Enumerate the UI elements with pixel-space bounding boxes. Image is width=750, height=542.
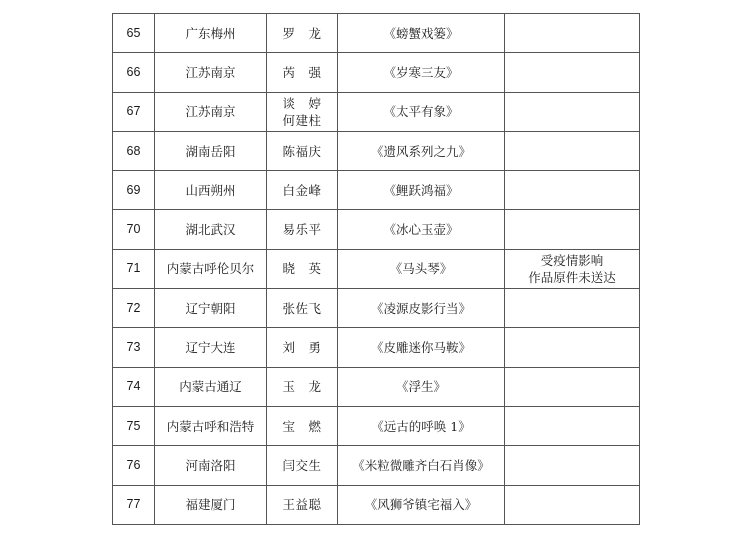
work-title-cell: 《鲤跃鸿福》 xyxy=(338,171,505,210)
author-cell xyxy=(267,289,338,328)
author-name: 芮 强 xyxy=(282,64,322,80)
author-name: 罗 龙 xyxy=(282,25,322,41)
row-number-cell: 65 xyxy=(113,14,155,53)
author-name: 易乐平 xyxy=(282,222,322,238)
region-cell: 内蒙古呼和浩特 xyxy=(155,406,267,445)
row-number-cell: 73 xyxy=(113,328,155,367)
author-cell xyxy=(267,249,338,288)
work-title-cell: 《遗风系列之九》 xyxy=(338,131,505,170)
author-cell xyxy=(267,92,338,131)
author-name: 白金峰 xyxy=(282,182,322,198)
row-number-cell: 75 xyxy=(113,406,155,445)
row-number-cell: 76 xyxy=(113,446,155,485)
region-cell: 辽宁朝阳 xyxy=(155,289,267,328)
work-title-cell: 《远古的呼唤 1》 xyxy=(338,406,505,445)
work-title-cell: 《凌源皮影行当》 xyxy=(338,289,505,328)
work-title-cell: 《马头琴》 xyxy=(338,249,505,288)
table-row xyxy=(113,171,640,210)
work-title-cell: 《米粒微雕齐白石肖像》 xyxy=(338,446,505,485)
region-cell: 山西朔州 xyxy=(155,171,267,210)
note-cell xyxy=(505,367,640,406)
author-name: 何建柱 xyxy=(282,112,322,128)
author-cell xyxy=(267,14,338,53)
table-row xyxy=(113,406,640,445)
author-cell xyxy=(267,367,338,406)
region-cell: 湖南岳阳 xyxy=(155,131,267,170)
work-title-cell: 《太平有象》 xyxy=(338,92,505,131)
row-number-cell: 72 xyxy=(113,289,155,328)
row-number-cell: 71 xyxy=(113,249,155,288)
table-row xyxy=(113,446,640,485)
row-number-cell: 77 xyxy=(113,485,155,524)
region-cell: 福建厦门 xyxy=(155,485,267,524)
author-name: 陈福庆 xyxy=(282,143,322,159)
region-cell: 内蒙古呼伦贝尔 xyxy=(155,249,267,288)
note-cell xyxy=(505,131,640,170)
note-cell xyxy=(505,249,640,288)
work-title-cell: 《皮雕迷你马鞍》 xyxy=(338,328,505,367)
author-cell xyxy=(267,485,338,524)
author-cell xyxy=(267,131,338,170)
work-title-cell: 《螃蟹戏篓》 xyxy=(338,14,505,53)
author-cell xyxy=(267,328,338,367)
row-number-cell: 68 xyxy=(113,131,155,170)
table-row xyxy=(113,131,640,170)
work-title-cell: 《风狮爷镇宅福入》 xyxy=(338,485,505,524)
region-cell: 江苏南京 xyxy=(155,92,267,131)
table-row xyxy=(113,14,640,53)
region-cell: 辽宁大连 xyxy=(155,328,267,367)
row-number-cell: 74 xyxy=(113,367,155,406)
row-number-cell: 70 xyxy=(113,210,155,249)
region-cell: 内蒙古通辽 xyxy=(155,367,267,406)
work-title-cell: 《岁寒三友》 xyxy=(338,53,505,92)
table-row xyxy=(113,92,640,131)
region-cell: 湖北武汉 xyxy=(155,210,267,249)
table-row xyxy=(113,289,640,328)
author-name: 谈 婷 xyxy=(282,95,322,111)
note-cell xyxy=(505,406,640,445)
row-number-cell: 66 xyxy=(113,53,155,92)
table-row xyxy=(113,249,640,288)
author-cell xyxy=(267,406,338,445)
region-cell: 广东梅州 xyxy=(155,14,267,53)
note-cell xyxy=(505,53,640,92)
row-number-cell: 69 xyxy=(113,171,155,210)
author-name: 晓 英 xyxy=(282,261,322,277)
author-cell xyxy=(267,53,338,92)
note-cell xyxy=(505,328,640,367)
table-row xyxy=(113,485,640,524)
author-cell xyxy=(267,210,338,249)
note-cell xyxy=(505,14,640,53)
author-name: 张佐飞 xyxy=(282,300,322,316)
work-title-cell: 《浮生》 xyxy=(338,367,505,406)
note-cell xyxy=(505,171,640,210)
note-text: 作品原件未送达 xyxy=(528,269,616,285)
author-name: 王益聪 xyxy=(282,497,322,513)
row-number-cell: 67 xyxy=(113,92,155,131)
author-name: 玉 龙 xyxy=(282,379,322,395)
author-cell xyxy=(267,446,338,485)
table-row xyxy=(113,210,640,249)
note-cell xyxy=(505,446,640,485)
author-name: 刘 勇 xyxy=(282,340,322,356)
note-cell xyxy=(505,289,640,328)
author-cell xyxy=(267,171,338,210)
table-row xyxy=(113,367,640,406)
region-cell: 江苏南京 xyxy=(155,53,267,92)
table-body xyxy=(113,14,640,525)
author-name: 闫交生 xyxy=(282,457,322,473)
work-title-cell: 《冰心玉壶》 xyxy=(338,210,505,249)
table-row xyxy=(113,53,640,92)
note-cell xyxy=(505,210,640,249)
award-list-table xyxy=(112,13,640,525)
region-cell: 河南洛阳 xyxy=(155,446,267,485)
note-cell xyxy=(505,92,640,131)
table-row xyxy=(113,328,640,367)
note-cell xyxy=(505,485,640,524)
author-name: 宝 燃 xyxy=(282,418,322,434)
note-text: 受疫情影响 xyxy=(540,252,604,268)
